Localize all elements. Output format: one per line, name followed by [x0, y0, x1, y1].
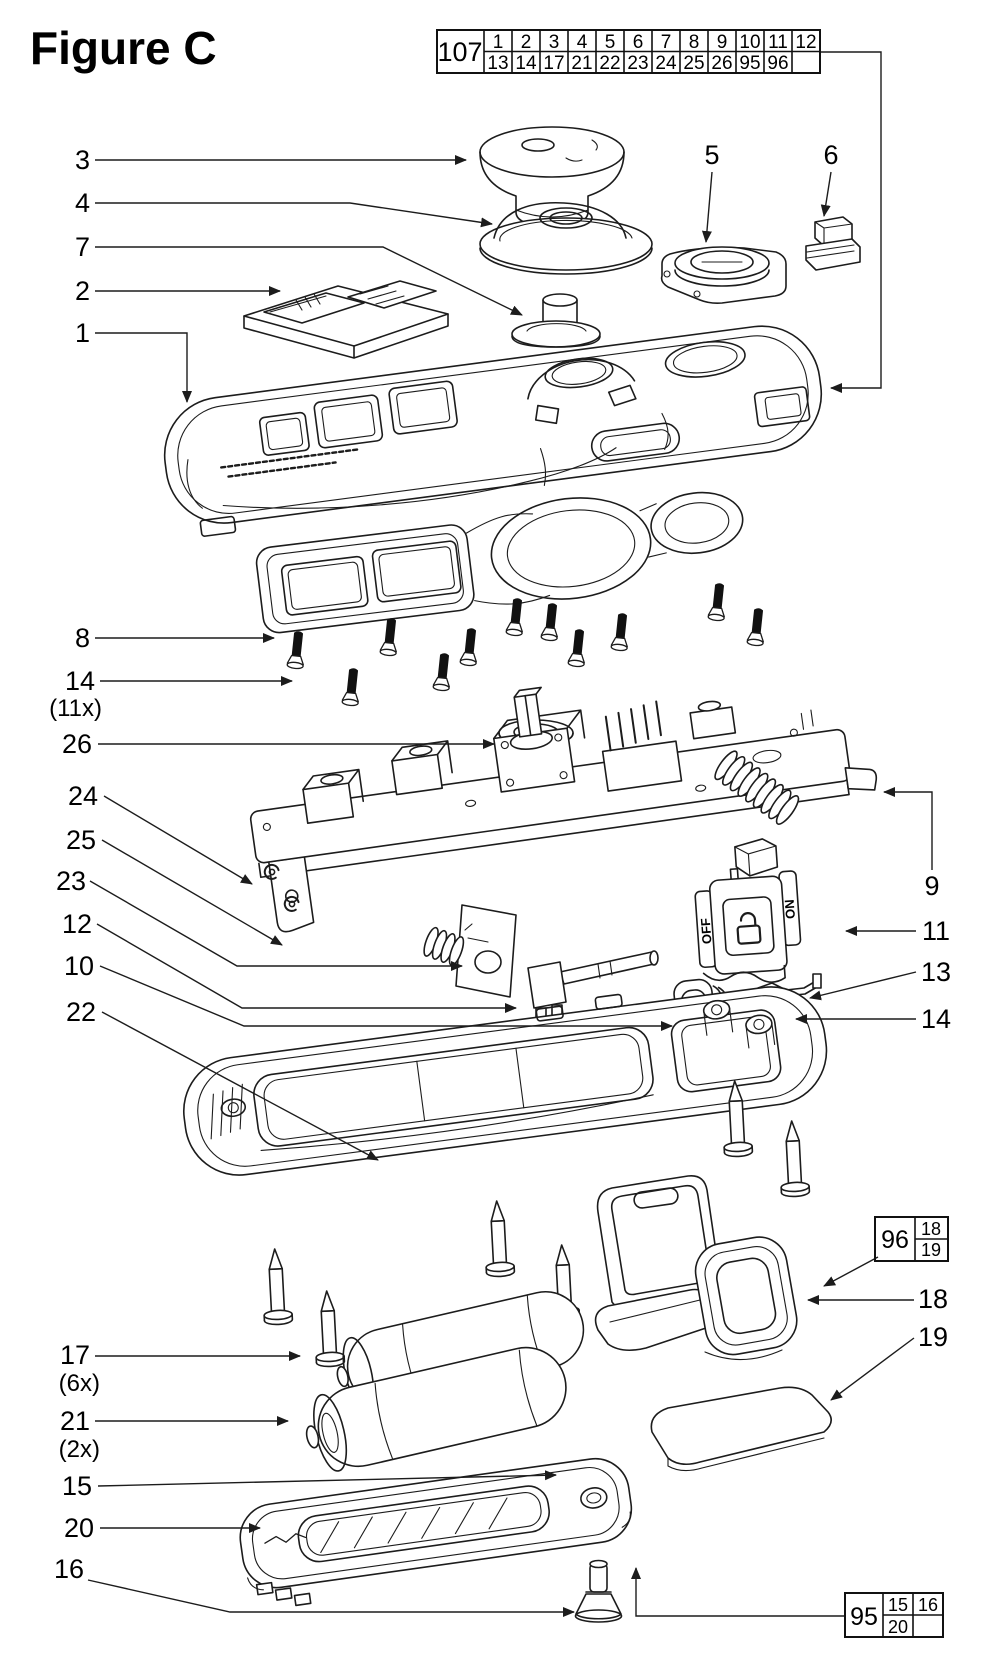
callout-3 — [75, 145, 466, 175]
callout-label: 26 — [61, 729, 92, 759]
cell: 2 — [520, 32, 532, 53]
cell: 5 — [604, 32, 616, 53]
callout-label: 24 — [67, 781, 98, 811]
callout-17-6x — [59, 1340, 300, 1397]
callout-qty: (11x) — [49, 695, 102, 722]
callout-8 — [75, 623, 274, 653]
callout-label: 15 — [61, 1471, 92, 1501]
callout-label: 14 — [920, 1004, 952, 1034]
callout-label: 10 — [63, 951, 94, 981]
callout-4 — [75, 188, 492, 224]
table-id: 96 — [881, 1226, 909, 1254]
figure-title: Figure C — [30, 22, 217, 74]
cell: 1 — [492, 32, 504, 53]
callout-label: 23 — [55, 866, 86, 896]
cell: 13 — [487, 53, 509, 74]
callout-23 — [56, 866, 462, 966]
cell: 10 — [739, 32, 761, 53]
callout-label: 20 — [63, 1513, 94, 1543]
callout-label: 3 — [74, 145, 90, 175]
part-sleeve — [512, 294, 600, 347]
cell: 6 — [632, 32, 644, 53]
callout-label: 17 — [59, 1340, 90, 1370]
callout-label: 6 — [823, 140, 839, 170]
callout-label: 2 — [74, 276, 90, 306]
callout-label: 12 — [61, 909, 92, 939]
cell: 23 — [627, 53, 649, 74]
cell: 26 — [711, 53, 733, 74]
callout-label: 13 — [920, 957, 952, 987]
table-id: 107 — [437, 37, 483, 67]
cell: 96 — [767, 53, 789, 74]
callout-label: 19 — [917, 1322, 949, 1352]
switch-on-label: ON — [781, 898, 799, 920]
callout-label: 1 — [74, 318, 90, 348]
part-button — [806, 217, 860, 270]
callout-9 — [884, 792, 940, 901]
callout-1 — [75, 318, 187, 402]
cell: 12 — [795, 32, 817, 53]
callout-20 — [64, 1513, 260, 1543]
cell: 8 — [688, 32, 700, 53]
cell: 14 — [515, 53, 537, 74]
cell: 4 — [576, 32, 588, 53]
cell: 15 — [887, 1595, 909, 1615]
callout-label: 18 — [917, 1284, 949, 1314]
part-bezel-ring — [662, 247, 786, 303]
callout-qty: (2x) — [58, 1436, 100, 1463]
callout-label: 22 — [65, 997, 96, 1027]
cell: 95 — [739, 53, 761, 74]
callout-14-11x — [49, 666, 292, 722]
callout-25 — [66, 825, 282, 945]
callout-6 — [823, 140, 838, 216]
callout-21-2x — [59, 1406, 288, 1463]
ref-table-95 — [636, 1568, 943, 1637]
cell: 3 — [548, 32, 560, 53]
cell: 7 — [660, 32, 672, 53]
callout-18 — [808, 1284, 948, 1314]
callout-label: 9 — [924, 871, 940, 901]
callout-11 — [846, 916, 950, 946]
switch-off-label: OFF — [697, 917, 715, 945]
callout-label: 11 — [921, 916, 951, 946]
cell: 18 — [920, 1219, 942, 1239]
cell: 17 — [543, 53, 565, 74]
cell: 21 — [571, 53, 593, 74]
cell: 19 — [920, 1240, 942, 1260]
part-pad — [651, 1387, 831, 1470]
part-bottom-screw — [576, 1561, 622, 1623]
callout-qty: (6x) — [58, 1370, 100, 1397]
ref-table-96 — [824, 1217, 948, 1286]
callout-label: 7 — [74, 232, 90, 262]
callout-label: 8 — [74, 623, 90, 653]
cell: 20 — [887, 1617, 909, 1637]
callout-label: 25 — [65, 825, 96, 855]
callout-2 — [75, 276, 280, 306]
part-button-caps — [244, 281, 448, 358]
cell: 9 — [716, 32, 728, 53]
cell: 22 — [599, 53, 621, 74]
callout-19 — [831, 1322, 948, 1400]
callout-13 — [810, 957, 951, 998]
part-stand-clip — [596, 1176, 802, 1360]
callout-26 — [62, 729, 494, 759]
cell: 25 — [683, 53, 705, 74]
part-dome-cover — [480, 203, 652, 274]
part-spring-plate — [421, 905, 516, 997]
part-power-switch — [692, 837, 804, 987]
table-id: 95 — [850, 1603, 878, 1631]
callout-label: 5 — [704, 140, 720, 170]
cell: 11 — [768, 32, 788, 53]
callout-label: 14 — [64, 666, 95, 696]
cell: 16 — [917, 1595, 939, 1615]
callout-label: 4 — [74, 188, 90, 218]
ref-table-107 — [437, 30, 881, 388]
callout-label: 16 — [53, 1554, 84, 1584]
cell: 24 — [655, 53, 677, 74]
callout-5 — [704, 140, 719, 242]
callout-label: 21 — [59, 1406, 90, 1436]
